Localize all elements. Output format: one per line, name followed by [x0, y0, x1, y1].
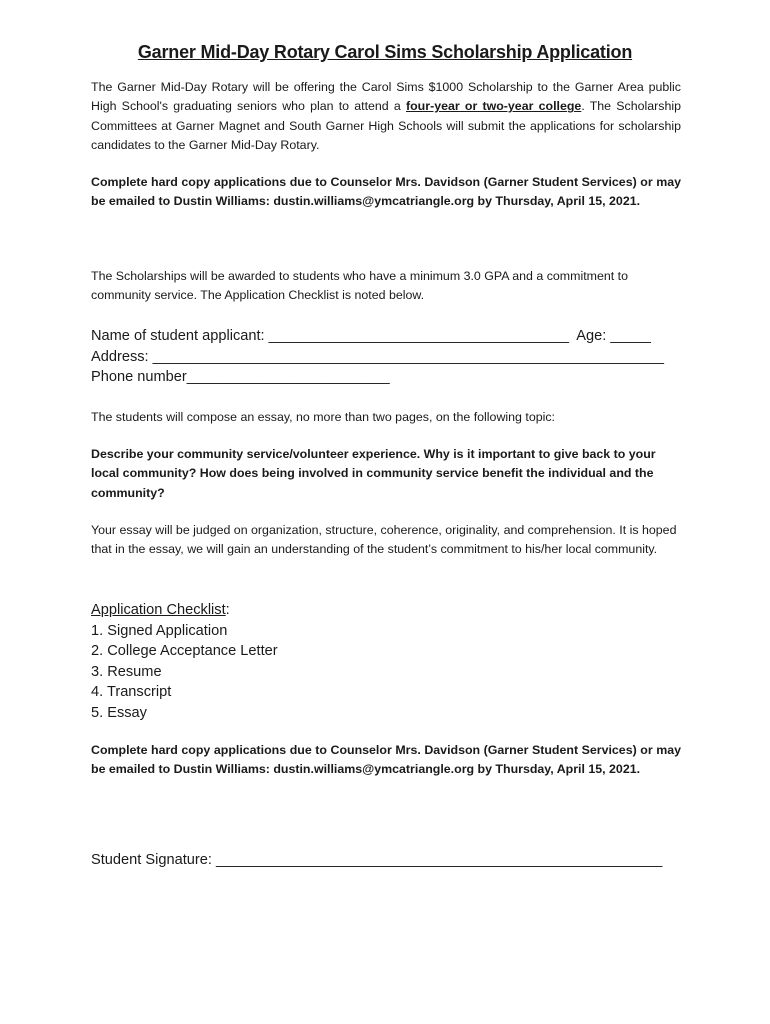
- checklist-item: 3. Resume: [91, 663, 162, 680]
- deadline-notice-text: Complete hard copy applications due to Counselor Mrs. Davidson (Garner Student Services) or may be emailed to Dustin Williams: dustin.williams@ymcatriangle.org by Thursday, April 15, 2021.: [91, 175, 681, 209]
- checklist-list: [91, 621, 681, 724]
- college-type-emphasis: four-year or two-year college: [405, 99, 582, 114]
- applicant-form: [91, 326, 681, 388]
- checklist-item: 4. Transcript: [91, 684, 172, 700]
- essay-topic-text: Describe your community service/volunteer experience. Why is it important to give back to your local community? How does being involved in community service benefit the individual and the community?: [91, 447, 656, 500]
- checklist-item: 2. College Acceptance Letter: [91, 643, 278, 659]
- signature-section: [91, 850, 681, 871]
- intro-text: The Garner Mid-Day Rotary will be offering the Carol Sims $1000 Scholarship to the Garner Area public High School's graduating seniors who plan to attend a: [91, 80, 681, 114]
- checklist-heading-label: Application Checklist: [91, 602, 226, 618]
- name-age-field[interactable]: Name of student applicant: _____________________________________ Age: _____: [91, 328, 651, 344]
- checklist-item: 1. Signed Application: [91, 622, 228, 639]
- essay-criteria-text: Your essay will be judged on organization, structure, coherence, originality, and comprehension. It is hoped that in the essay, we will gain an understanding of the student’s commitment to his/her local community.: [91, 523, 677, 557]
- checklist-heading: [91, 600, 681, 621]
- address-field[interactable]: Address: _______________________________________________________________: [91, 348, 664, 365]
- essay-criteria: [91, 521, 681, 560]
- intro-text-end: . The Scholarship Committees at Garner Magnet and South Garner High Schools will submit the applications for scholarship candidates to the Garner Mid-Day Rotary.: [91, 99, 682, 152]
- student-signature-field[interactable]: Student Signature: _______________________________________________________: [91, 852, 663, 868]
- essay-intro-text: The students will compose an essay, no more than two pages, on the following topic:: [91, 410, 555, 424]
- deadline-notice: [91, 173, 681, 212]
- intro-paragraph: [91, 78, 681, 155]
- essay-intro: [91, 408, 681, 427]
- phone-field[interactable]: Phone number_________________________: [91, 369, 390, 385]
- application-checklist: [91, 600, 681, 723]
- document-title: Garner Mid-Day Rotary Carol Sims Scholarship Application: [137, 42, 633, 62]
- eligibility-paragraph: [91, 267, 681, 306]
- deadline-notice-repeat: [91, 741, 681, 780]
- checklist-item: 5. Essay: [91, 704, 147, 721]
- eligibility-text: The Scholarships will be awarded to students who have a minimum 3.0 GPA and a commitment to community service. The Application Checklist is noted below.: [91, 269, 628, 303]
- essay-topic: [91, 445, 681, 503]
- checklist-heading-colon: :: [225, 602, 230, 618]
- deadline-notice-repeat-text: Complete hard copy applications due to Counselor Mrs. Davidson (Garner Student Services) or may be emailed to Dustin Williams: dustin.williams@ymcatriangle.org by Thursday, April 15, 2021.: [91, 743, 681, 777]
